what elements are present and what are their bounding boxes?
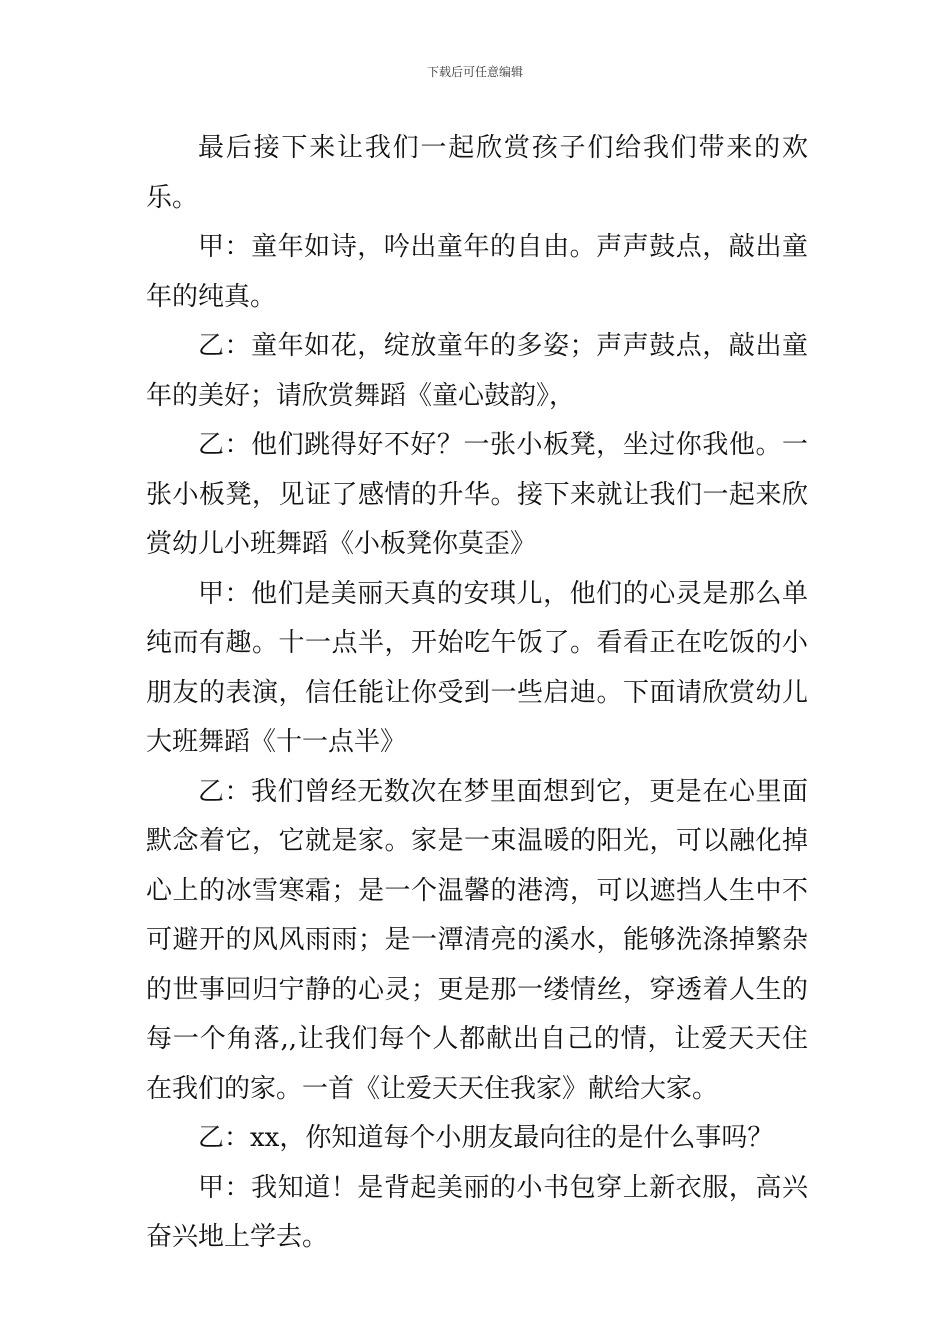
paragraph-6: 乙：我们曾经无数次在梦里面想到它，更是在心里面默念着它，它就是家。家是一束温暖的阳光，可以融化掉心上的冰雪寒霜；是一个温馨的港湾，可以遮挡人生中不可避开的风风雨雨；是一潭清亮的溪水，能够洗涤掉繁杂的世事回归宁静的心灵；更是那一缕情丝，穿透着人生的每一个角落,,让我们每个人都献出自己的情，让爱天天住在我们的家。一首《让爱天天住我家》献给大家。 <box>146 776 808 1104</box>
document-body <box>146 124 808 1263</box>
page-header: 下载后可任意编辑 <box>426 65 523 79</box>
paragraph-3: 乙：童年如花，绽放童年的多姿；声声鼓点，敲出童年的美好；请欣赏舞蹈《童心鼓韵》， <box>146 331 808 411</box>
paragraph-7: 乙：xx，你知道每个小朋友最向往的是什么事吗？ <box>198 1123 774 1153</box>
paragraph-1: 最后接下来让我们一起欣赏孩子们给我们带来的欢乐。 <box>146 133 808 213</box>
paragraph-2: 甲：童年如诗，吟出童年的自由。声声鼓点，敲出童年的纯真。 <box>146 232 808 312</box>
paragraph-8: 甲：我知道！是背起美丽的小书包穿上新衣服，高兴奋兴地上学去。 <box>146 1172 808 1252</box>
paragraph-4: 乙：他们跳得好不好？一张小板凳，坐过你我他。一张小板凳，见证了感情的升华。接下来就让我们一起来欣赏幼儿小班舞蹈《小板凳你莫歪》 <box>146 430 808 559</box>
paragraph-5: 甲：他们是美丽天真的安琪儿，他们的心灵是那么单纯而有趣。十一点半，开始吃午饭了。看看正在吃饭的小朋友的表演，信任能让你受到一些启迪。下面请欣赏幼儿大班舞蹈《十一点半》 <box>146 578 808 757</box>
